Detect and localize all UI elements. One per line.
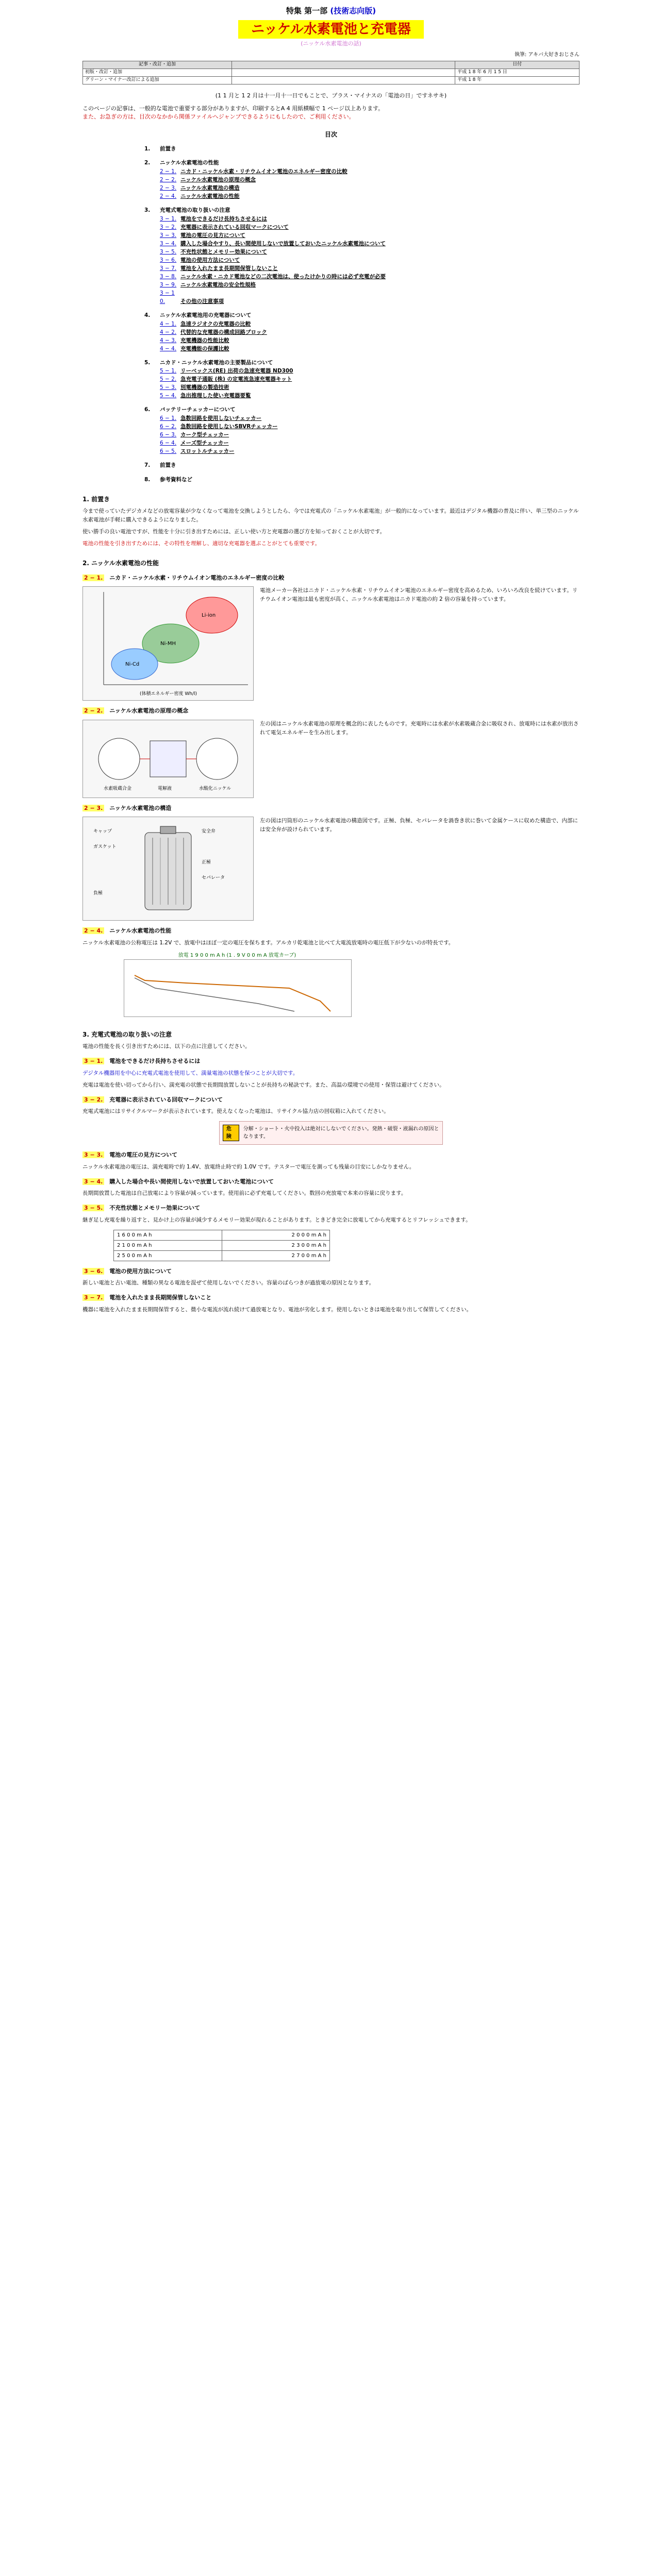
toc-link-number[interactable]: 3 − 5. (160, 248, 177, 255)
page-subtitle: (ニッケル水素電池の話) (301, 40, 361, 47)
toc-chapter-number: 2. (144, 160, 151, 166)
toc-link[interactable] (160, 231, 580, 240)
toc-link[interactable] (160, 414, 580, 422)
toc-link[interactable] (160, 336, 580, 345)
toc-link-title[interactable]: 代替的な充電器の構成回路ブロック (180, 329, 267, 335)
subsection-title: 不充性状態とメモリー効果について (109, 1205, 200, 1211)
figure-row (82, 817, 580, 921)
capacity-cell: 2 5 0 0 m A h (114, 1250, 222, 1261)
toc-link-number[interactable]: 6 − 1. (160, 415, 177, 421)
toc-link-number[interactable]: 4 − 4. (160, 345, 177, 352)
toc-chapter-title[interactable]: 充電式電池の取り扱いの注意 (160, 207, 230, 213)
toc-link-number[interactable]: 5 − 1. (160, 368, 177, 375)
toc-link-title[interactable]: 別電機器の製造技術 (180, 384, 229, 391)
toc-link[interactable] (160, 439, 580, 447)
revision-cell: 平成 1 8 年 6 月 1 5 日 (455, 69, 580, 77)
figure-description: 左の図はニッケル水素電池の原理を概念的に表したものです。充電時には水素が水素吸蔵合金に吸収され、放電時には水素が放出されて電気エネルギーを生み出します。 (260, 720, 579, 736)
body-paragraph: 新しい電池と古い電池、種類の異なる電池を混ぜて使用しないでください。容量のばらつきが過放電の原因となります。 (82, 1280, 375, 1286)
toc-link-title[interactable]: 急数回路を使用しないチェッカー (180, 415, 262, 421)
toc-link-number[interactable]: 3 − 1. (160, 215, 177, 222)
section-heading: 3. 充電式電池の取り扱いの注意 (82, 1031, 172, 1038)
section-heading: 2. ニッケル水素電池の性能 (82, 559, 159, 567)
energy-density-diagram (83, 587, 253, 700)
subsection-title: 電池の使用方法について (109, 1267, 172, 1275)
toc-link-number[interactable]: 3 − 3. (160, 232, 177, 239)
subsection-heading (82, 804, 580, 813)
toc-chapter-number: 3. (144, 207, 151, 213)
subsection-heading (82, 707, 580, 716)
body-paragraph: 使い勝手の良い電池ですが、性能を十分に引き出すためには、正しい使い方と充電器の選び方を知っておくことが大切です。 (82, 528, 386, 535)
toc-link-title[interactable]: 電池の使用方法について (180, 257, 240, 263)
toc-link-title[interactable]: 急数回路を使用しないSBVRチェッカー (180, 423, 278, 430)
subsection-number: 3 − 6. (82, 1268, 104, 1275)
subsection-title: 電池の電圧の見方について (109, 1151, 177, 1158)
subsection-heading (82, 1096, 580, 1105)
toc-link[interactable] (160, 176, 580, 184)
toc-link-title[interactable]: 急出推理した使い充電器要覧 (180, 393, 251, 399)
intro-text (82, 105, 580, 122)
toc-link-number[interactable]: 3 − 2. (160, 224, 177, 230)
subsection-heading (82, 1057, 580, 1066)
figure-description: 電池メーカー各社はニカド・ニッケル水素・リチウムイオン電池のエネルギー密度を高めるため、いろいろ改良を続けています。リチウムイオン電池は最も密度が高く、ニッケル水素電池はニカド電池の約 2 倍の容量を持っています。 (260, 587, 578, 602)
table-of-contents (144, 145, 580, 484)
revision-table (82, 61, 580, 84)
subsection-number: 3 − 4. (82, 1178, 104, 1185)
subsection-title: ニカド・ニッケル水素・リチウムイオン電池のエネルギー密度の比較 (109, 574, 285, 581)
series-heading (82, 5, 580, 17)
warning-text: 分解・ショート・火中投入は絶対にしないでください。発熱・破裂・液漏れの原因となります。 (243, 1126, 439, 1140)
toc-link-number[interactable]: 6 − 2. (160, 423, 177, 430)
subsection-title: 電池をできるだけ長持ちさせるには (109, 1058, 201, 1064)
toc-link-number[interactable]: 5 − 2. (160, 376, 177, 383)
series-label: 特集 第一部 (286, 6, 328, 15)
toc-chapter (144, 159, 580, 167)
toc-link-number[interactable]: 3 − 8. (160, 273, 177, 280)
ni-cd-label: Ni-Cd (125, 662, 140, 667)
toc-link[interactable] (160, 223, 580, 231)
table-row (114, 1240, 330, 1250)
revision-header-row (83, 61, 580, 69)
table-row (83, 77, 580, 84)
toc-chapter (144, 312, 580, 320)
capacity-table (113, 1230, 330, 1261)
toc-link-title[interactable]: スロットルチェッカー (180, 448, 235, 454)
principle-label: 水素吸蔵合金 (104, 786, 132, 791)
toc-link-title[interactable]: 急充電子通販 (株) の定電流急速充電器キット (180, 376, 292, 383)
toc-link-title[interactable]: 充電器に表示されている回収マークについて (180, 224, 289, 230)
electrode-right (196, 738, 238, 779)
toc-link-number[interactable]: 6 − 4. (160, 440, 177, 446)
subsection-number: 3 − 3. (82, 1151, 104, 1158)
body-paragraph-highlight: デジタル機器用を中心に充電式電池を使用して、満量電池の状態を保つことが大切です。 (82, 1070, 299, 1076)
toc-chapter (144, 359, 580, 367)
structure-label: 負極 (93, 891, 103, 896)
toc-link-title[interactable]: 電池をできるだけ長持ちさせるには (180, 215, 267, 222)
toc-heading: 目次 (324, 130, 337, 138)
toc-link-title[interactable]: ニカド・ニッケル水素・リチウムイオン電池のエネルギー密度の比較 (180, 168, 347, 175)
figure-description: 左の図は円筒形のニッケル水素電池の構造図です。正極、負極、セパレータを渦巻き状に巻いて金属ケースに収めた構造で、内部には安全弁が設けられています。 (260, 818, 578, 833)
toc-link-number[interactable]: 6 − 5. (160, 448, 177, 454)
discharge-curve-plot (124, 959, 352, 1017)
toc-link-number[interactable]: 2 − 3. (160, 185, 177, 191)
capacity-cell: 2 0 0 0 m A h (222, 1230, 330, 1240)
structure-label: セパレータ (202, 875, 225, 880)
toc-link-title[interactable]: リーベックス(RE) 出荷の急速充電器 ND300 (180, 368, 293, 375)
body-paragraph: 長期間放置した電池は自己放電により容量が減っています。使用前に必ず充電してください。数回の充放電で本来の容量に戻ります。 (82, 1190, 407, 1196)
subsection-title: ニッケル水素電池の構造 (109, 804, 172, 811)
intro-paragraph-highlight: また、お急ぎの方は、目次のなかから関係ファイルへジャンプできるようにもしたので、ご利用ください。 (82, 113, 355, 120)
subsection-heading (82, 927, 580, 936)
body-paragraph: 機器に電池を入れたまま長期間保管すると、微小な電流が流れ続けて過放電となり、電池が劣化します。使用しないときは電池を取り出して保管してください。 (82, 1306, 472, 1313)
discharge-curve (135, 975, 330, 1011)
toc-chapter (144, 476, 580, 484)
axis-caption: (体積エネルギー密度 Wh/l) (140, 691, 197, 697)
toc-chapter-title[interactable]: ニッケル水素電池用の充電器について (160, 312, 252, 318)
toc-link-title[interactable]: 不充性状態とメモリー効果について (180, 248, 267, 255)
subsection-heading (82, 574, 580, 583)
toc-link[interactable] (160, 392, 580, 400)
li-ion-label: Li-ion (202, 613, 216, 618)
revision-header-cell (231, 61, 455, 69)
toc-link[interactable] (160, 264, 580, 273)
capacity-cell: 2 7 0 0 m A h (222, 1250, 330, 1261)
capacity-cell: 1 6 0 0 m A h (114, 1230, 222, 1240)
toc-chapter (144, 406, 580, 414)
toc-link-number[interactable]: 3 − 4. (160, 240, 177, 247)
toc-link[interactable] (160, 248, 580, 256)
warning-box (219, 1121, 443, 1145)
toc-link[interactable] (160, 320, 580, 328)
toc-chapter-title[interactable]: ニッケル水素電池の性能 (160, 160, 219, 166)
author-line: 執筆: アキバ大好きおじさん (514, 52, 580, 58)
capacity-cell: 2 1 0 0 m A h (114, 1240, 222, 1250)
toc-link-number[interactable]: 5 − 4. (160, 393, 177, 399)
energy-density-figure (82, 586, 254, 701)
subsection-heading (82, 1151, 580, 1160)
subsection-title: ニッケル水素電池の原理の概念 (109, 707, 189, 714)
toc-link-number[interactable]: 6 − 3. (160, 432, 177, 438)
structure-label: 安全弁 (202, 829, 216, 834)
toc-chapter (144, 462, 580, 470)
section-heading: 1. 前置き (82, 495, 110, 503)
toc-link-title[interactable]: 電池の電圧の見方について (180, 232, 245, 239)
subsection-number: 3 − 2. (82, 1096, 104, 1103)
subsection-heading (82, 1204, 580, 1213)
toc-link-number[interactable]: 3 − 6. (160, 257, 177, 263)
toc-link[interactable] (160, 256, 580, 264)
subsection-title: 購入した場合や長い間使用しないで放置しておいた電池について (109, 1178, 274, 1185)
table-row (114, 1230, 330, 1240)
subsection-heading (82, 1178, 580, 1187)
subsection-number: 3 − 1. (82, 1058, 104, 1064)
capacity-cell: 2 3 0 0 m A h (222, 1240, 330, 1250)
revision-header-cell: 日付 (455, 61, 580, 69)
toc-chapter-number: 6. (144, 406, 151, 413)
body-paragraph: ニッケル水素電池の公称電圧は 1.2V で、放電中はほぼ一定の電圧を保ちます。アルカリ乾電池と比べて大電流放電時の電圧低下が少ないのが特長です。 (82, 939, 454, 946)
intro-paragraph: このページの記事は、一般的な電池で重要する部分がありますが、印刷するとA 4 用紙横幅で 1 ページ以上あります。 (82, 105, 384, 112)
body-paragraph: 充電式電池にはリサイクルマークが表示されています。使えなくなった電池は、リサイクル協力店の回収箱に入れてください。 (82, 1108, 389, 1114)
toc-link-title[interactable]: 急速ラジオクの充電器の比較 (180, 320, 251, 327)
toc-link[interactable] (160, 447, 580, 455)
body-paragraph: ニッケル水素電池の電圧は、満充電時で約 1.4V、放電終止時で約 1.0V です。テスターで電圧を測っても残量の目安にしかなりません。 (82, 1163, 415, 1170)
revision-cell: グリーン・マイナー改訂による追加 (83, 77, 232, 84)
toc-link[interactable] (160, 281, 580, 289)
toc-link-title[interactable]: ニッケル水素電池の安全性規格 (180, 281, 256, 288)
toc-link-title[interactable]: その他の注意事項 (180, 298, 224, 304)
principle-label: 電解液 (158, 786, 172, 791)
subsection-title: ニッケル水素電池の性能 (109, 927, 172, 934)
toc-link[interactable] (160, 192, 580, 200)
discharge-curve (135, 978, 294, 1011)
structure-diagram (83, 817, 253, 920)
subsection-number: 3 − 5. (82, 1205, 104, 1211)
toc-link[interactable] (160, 431, 580, 439)
toc-chapter-title[interactable]: 前置き (160, 462, 176, 468)
toc-link[interactable] (160, 367, 580, 375)
revision-cell: 平成 1 8 年 (455, 77, 580, 84)
subsection-number: 2 − 1. (82, 574, 104, 581)
toc-link[interactable] (160, 273, 580, 281)
toc-link-number[interactable]: 4 − 1. (160, 320, 177, 327)
toc-link-title[interactable]: メーズ型チェッカー (180, 440, 229, 446)
toc-chapter-title[interactable]: 前置き (160, 145, 176, 152)
toc-link-number[interactable]: 4 − 2. (160, 329, 177, 335)
toc-link-title[interactable]: 購入した場合やすり、長い間使用しないで放置しておいたニッケル水素電池について (180, 240, 386, 247)
revision-cell (231, 77, 455, 84)
toc-link-title[interactable]: ニッケル水素電池の構造 (180, 185, 240, 191)
toc-link-number[interactable]: 3 − 9. (160, 281, 177, 288)
figure-row (82, 586, 580, 701)
table-row (83, 69, 580, 77)
structure-label: 正極 (202, 860, 211, 865)
body-paragraph: 継ぎ足し充電を繰り返すと、見かけ上の容量が減少するメモリー効果が現れることがあります。ときどき完全に放電してから充電するとリフレッシュできます。 (82, 1216, 471, 1223)
toc-link[interactable] (160, 215, 580, 223)
revision-cell: 初版・改訂・追加 (83, 69, 232, 77)
subsection-number: 2 − 3. (82, 805, 104, 811)
toc-link[interactable] (160, 184, 580, 192)
toc-link[interactable] (160, 289, 580, 306)
table-row (114, 1250, 330, 1261)
discharge-chart (124, 952, 351, 1020)
toc-link[interactable] (160, 422, 580, 431)
toc-link-title[interactable]: 充電機能の保護比較 (180, 345, 229, 352)
toc-chapter-number: 5. (144, 359, 151, 366)
notice-line: (1 1 月と 1 2 月は十一月十一日でもことで、プラス・マイナスの「電池の日」ですネサキ) (215, 92, 447, 99)
toc-link-number[interactable]: 5 − 3. (160, 384, 177, 391)
toc-chapter-number: 4. (144, 312, 151, 318)
revision-header-cell: 記事・改訂・追加 (83, 61, 232, 69)
toc-chapter-title[interactable]: バッテリーチェッカーについて (160, 406, 236, 413)
toc-link[interactable] (160, 345, 580, 353)
toc-chapter (144, 145, 580, 154)
principle-label: 水酸化ニッケル (199, 786, 231, 791)
toc-link-number[interactable]: 3 − 1 0. (160, 290, 175, 304)
toc-link-title[interactable]: 電池を入れたまま長期間保管しないこと (180, 265, 278, 272)
subsection-heading (82, 1267, 580, 1276)
figure-row (82, 720, 580, 798)
document-page (82, 0, 580, 1314)
toc-link-title[interactable]: ニッケル水素電池の原理の概念 (180, 177, 256, 183)
toc-link[interactable] (160, 383, 580, 392)
chart-title: 放電 1 9 0 0 m A h (1 . 9 V 0 0 m A 放電カーブ) (178, 952, 296, 958)
toc-chapter-number: 8. (144, 476, 151, 483)
subsection-title: 電池を入れたまま長期間保管しないこと (109, 1294, 212, 1301)
toc-chapter-number: 1. (144, 145, 151, 152)
revision-cell (231, 69, 455, 77)
toc-link[interactable] (160, 328, 580, 336)
ni-mh-label: Ni-MH (160, 641, 176, 647)
toc-link-number[interactable]: 4 − 3. (160, 337, 177, 344)
body-paragraph-highlight: 電池の性能を引き出すためには、その特性を理解し、適切な充電器を選ぶことがとても重要です。 (82, 540, 321, 547)
toc-link[interactable] (160, 167, 580, 176)
principle-diagram (83, 720, 253, 798)
body-paragraph: 電池の性能を長く引き出すためには、以下の点に注意してください。 (82, 1043, 251, 1049)
toc-link-title[interactable]: ニッケル水素・ニカド電池などの二次電池は、使ったけかりの時には必ず充電が必要 (180, 273, 386, 280)
battery-cap (160, 826, 176, 834)
toc-link-number[interactable]: 2 − 2. (160, 177, 177, 183)
toc-link-number[interactable]: 2 − 1. (160, 168, 177, 175)
toc-link-title[interactable]: カーク型チェッカー (180, 432, 229, 438)
series-sub-label: (技術志向版) (330, 6, 376, 15)
electrolyte-box (150, 741, 186, 777)
electrode-left (98, 738, 140, 779)
subsection-number: 2 − 4. (82, 927, 104, 934)
toc-link-title[interactable]: ニッケル水素電池の性能 (180, 193, 240, 199)
structure-label: キャップ (93, 829, 112, 834)
subsection-title: 充電器に表示されている回収マークについて (109, 1096, 223, 1103)
subsection-heading (82, 1294, 580, 1302)
toc-link-title[interactable]: 充電機器の性能比較 (180, 337, 229, 344)
toc-chapter (144, 207, 580, 215)
warning-badge: 危険 (223, 1125, 239, 1141)
toc-chapter-title[interactable]: ニカド・ニッケル水素電池の主要製品について (160, 359, 273, 366)
principle-figure (82, 720, 254, 798)
toc-chapter-number: 7. (144, 462, 151, 468)
body-paragraph: 今まで使っていたデジカメなどの放電容量が少なくなって電池を交換しようとしたら、今では充電式の「ニッケル水素電池」が一般的になっています。最近はデジタル機器の普及に伴い、単三型のニッケル水素電池が手軽に購入できるようになりました。 (82, 507, 579, 523)
structure-label: ガスケット (93, 844, 117, 850)
toc-link-number[interactable]: 2 − 4. (160, 193, 177, 199)
subsection-number: 3 − 7. (82, 1294, 104, 1301)
structure-figure (82, 817, 254, 921)
toc-link[interactable] (160, 240, 580, 248)
toc-chapter-title[interactable]: 参考資料など (160, 476, 192, 483)
body-paragraph: 充電は電池を使い切ってから行い、満充電の状態で長期間放置しないことが長持ちの秘訣です。また、高温の環境での使用・保管は避けてください。 (82, 1081, 445, 1088)
subsection-number: 2 − 2. (82, 707, 104, 714)
page-title: ニッケル水素電池と充電器 (238, 20, 424, 39)
toc-link[interactable] (160, 375, 580, 383)
toc-link-number[interactable]: 3 − 7. (160, 265, 177, 272)
